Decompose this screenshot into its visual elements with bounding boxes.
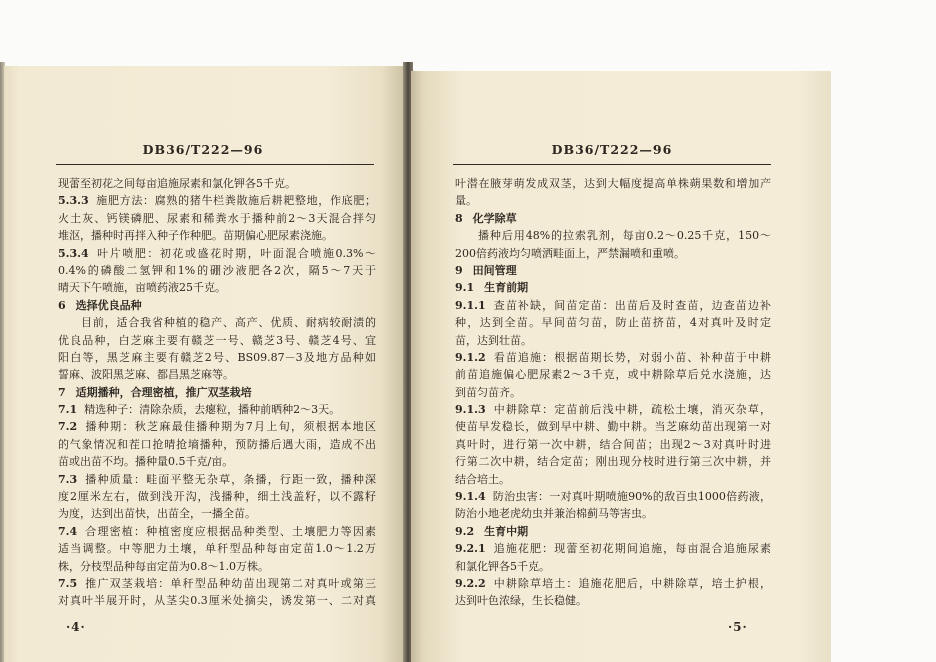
section-title: 适期播种，合理密植，推广双茎栽培	[75, 385, 252, 399]
text-line: 堆沤，播种时再拌入种子作种肥。苗期偏心肥尿素浇施。	[58, 229, 333, 243]
clause-text: 看苗追施：根据苗期长势，对弱小苗、补种苗于中耕	[492, 350, 771, 364]
section-title: 选择优良品种	[75, 298, 142, 312]
text-line: 现蕾至初花之间每亩追施尿素和氯化钾各5千克。	[58, 177, 296, 190]
text-line: 和氯化钾各5千克。	[455, 559, 550, 573]
clause-number: 5.3.4	[58, 246, 89, 260]
text-line: 叶潜在腋芽萌发成双茎，达到大幅度提高单株蒴果数和增加产	[455, 177, 771, 190]
text-line: 对真叶半展开时，从茎尖0.3厘米处摘尖，诱发第一、二对真	[58, 594, 376, 608]
section-number: 7	[58, 385, 66, 399]
right-page	[411, 71, 831, 662]
clause-number: 9.2.1	[455, 542, 486, 556]
text-line: 前苗追施偏心肥尿素2～3千克，或中耕除草后兑水浇施，达	[455, 368, 771, 382]
text-line: 誓麻、波阳黑芝麻、都昌黑芝麻等。	[58, 368, 234, 382]
text-line: 优良品种，白芝麻主要有赣芝一号、赣芝3号、赣芝4号、宜	[58, 333, 376, 347]
text-line: 真叶时，进行第一次中耕，结合间苗；出现2～3对真叶时进	[455, 437, 771, 451]
text-line: 播种后用48%的拉索乳剂，每亩0.2～0.25千克，150～	[478, 229, 771, 243]
clause-number: 5.3.3	[58, 194, 89, 208]
right-page-body	[455, 175, 771, 610]
left-page-body	[58, 175, 376, 610]
text-line: 结合培土。	[455, 472, 510, 486]
clause-text: 追施花肥：现蕾至初花期间追施，每亩混合追施尿素	[492, 542, 771, 556]
section-title: 田间管理	[472, 263, 517, 277]
clause-number: 7.4	[58, 524, 78, 538]
clause-text: 查苗补缺，间苗定苗：出苗后及时查苗，边查苗边补	[492, 298, 771, 312]
text-line: 目前，适合我省种植的稳产、高产、优质、耐病较耐渍的	[81, 316, 376, 330]
clause-number: 7.3	[58, 472, 78, 486]
clause-text: 防治虫害：一对真叶期喷施90%的敌百虫1000倍药液，	[492, 490, 771, 504]
text-line: 晴天下午喷施，亩喷药液25千克。	[58, 281, 226, 295]
text-line: 株，分枝型品种每亩定苗为0.8～1.0万株。	[58, 559, 269, 573]
clause-number: 9.1.4	[455, 490, 486, 504]
text-line: 量。	[455, 194, 477, 208]
page-number: ·4·	[66, 620, 86, 634]
clause-line	[58, 471, 376, 488]
text-line: 阳白等，黑芝麻主要有赣芝2号、BS09.87－3及地方品种如	[58, 350, 376, 364]
clause-line	[58, 418, 376, 435]
text-line: 200倍药液均匀喷洒畦面上，严禁漏喷和重喷。	[455, 246, 685, 260]
text-line: 的气象情况和茬口抢晴抢墒播种，预防播后遇大雨，造成不出	[58, 437, 376, 451]
text-line: 适当调整。中等肥力土壤，单秆型品种每亩定苗1.0～1.2万	[58, 542, 376, 556]
clause-line	[455, 349, 771, 366]
clause-text: 中耕除草培土：追施花肥后，中耕除草，培土护根，	[492, 576, 771, 590]
text-line: 使苗早发稳长，做到早中耕、勤中耕。当芝麻幼苗出现第一对	[455, 420, 771, 434]
text-line: 防治小地老虎幼虫并兼治棉蓟马等害虫。	[455, 507, 653, 521]
clause-line	[455, 575, 771, 592]
text-line: 达到叶色浓绿，生长稳健。	[455, 594, 587, 608]
section-heading	[455, 262, 771, 279]
clause-number: 9.1.1	[455, 298, 486, 312]
clause-text: 合理密植：种植密度应根据品种类型、土壤肥力等因素	[84, 524, 376, 538]
section-number: 9	[455, 263, 463, 277]
clause-number: 9.2.2	[455, 576, 486, 590]
section-number: 6	[58, 298, 66, 312]
clause-line	[58, 575, 376, 592]
page-header-code: DB36/T222—96	[142, 142, 264, 157]
section-title: 生育前期	[484, 281, 529, 295]
clause-text: 播种质量：畦面平整无杂草，条播，行距一致，播种深	[84, 472, 376, 486]
text-line: 苗或出苗不均。播种量0.5千克/亩。	[58, 455, 234, 469]
text-line: 度2厘米左右，做到浅开沟，浅播种，细土浅盖籽，以不露籽	[58, 490, 376, 504]
header-rule	[453, 164, 771, 165]
section-heading	[455, 210, 771, 227]
clause-number: 7.2	[58, 420, 78, 434]
clause-line	[58, 401, 376, 418]
section-title: 化学除草	[472, 211, 517, 225]
clause-line	[58, 245, 376, 262]
clause-number: 7.1	[58, 403, 78, 417]
clause-line	[455, 488, 771, 505]
text-line: 火土灰、钙镁磷肥、尿素和稀粪水于播种前2～3天混合拌匀	[58, 211, 376, 225]
text-line: 到苗匀苗齐。	[455, 385, 521, 399]
clause-number: 9.1.3	[455, 403, 486, 417]
clause-line	[455, 540, 771, 557]
clause-text: 中耕除草：定苗前后浅中耕，疏松土壤，消灭杂草，	[492, 403, 771, 417]
header-rule	[56, 164, 374, 165]
page-number: ·5·	[728, 620, 748, 634]
section-number: 9.2	[455, 524, 475, 538]
clause-line	[455, 401, 771, 418]
text-line: 行第二次中耕，结合定苗；刚出现分枝时进行第三次中耕，并	[455, 455, 771, 469]
clause-number: 7.5	[58, 576, 78, 590]
clause-line	[58, 523, 376, 540]
clause-number: 9.1.2	[455, 350, 486, 364]
text-line: 为度，达到出苗快，出苗全，一播全苗。	[58, 507, 256, 521]
clause-text: 叶片喷肥：初花或盛花时期，叶面混合喷施0.3%～	[95, 246, 376, 260]
section-heading	[58, 384, 376, 401]
subsection-heading	[455, 523, 771, 540]
page-header-code: DB36/T222—96	[551, 142, 673, 157]
text-line: 苗，达到壮苗。	[455, 333, 532, 347]
clause-text: 播种期：秋芝麻最佳播种期为7月上旬，须根据本地区	[84, 420, 376, 434]
text-line: 0.4%的磷酸二氢钾和1%的硼沙液肥各2次，隔5～7天于	[58, 263, 376, 277]
clause-line	[58, 192, 376, 209]
section-title: 生育中期	[484, 524, 529, 538]
clause-text: 推广双茎栽培：单秆型品种幼苗出现第二对真叶或第三	[84, 576, 376, 590]
clause-text: 施肥方法：腐熟的猪牛栏粪散施后耕耙整地，作底肥；	[95, 194, 376, 208]
text-line: 种，达到全苗。早间苗匀苗，防止苗挤苗，4对真叶及时定	[455, 316, 771, 330]
left-page	[4, 66, 405, 662]
clause-line	[455, 297, 771, 314]
subsection-heading	[455, 279, 771, 296]
section-number: 8	[455, 211, 463, 225]
section-number: 9.1	[455, 281, 475, 295]
clause-text: 精选种子：清除杂质，去瘪粒，播种前晒种2～3天。	[84, 403, 341, 417]
section-heading	[58, 297, 376, 314]
